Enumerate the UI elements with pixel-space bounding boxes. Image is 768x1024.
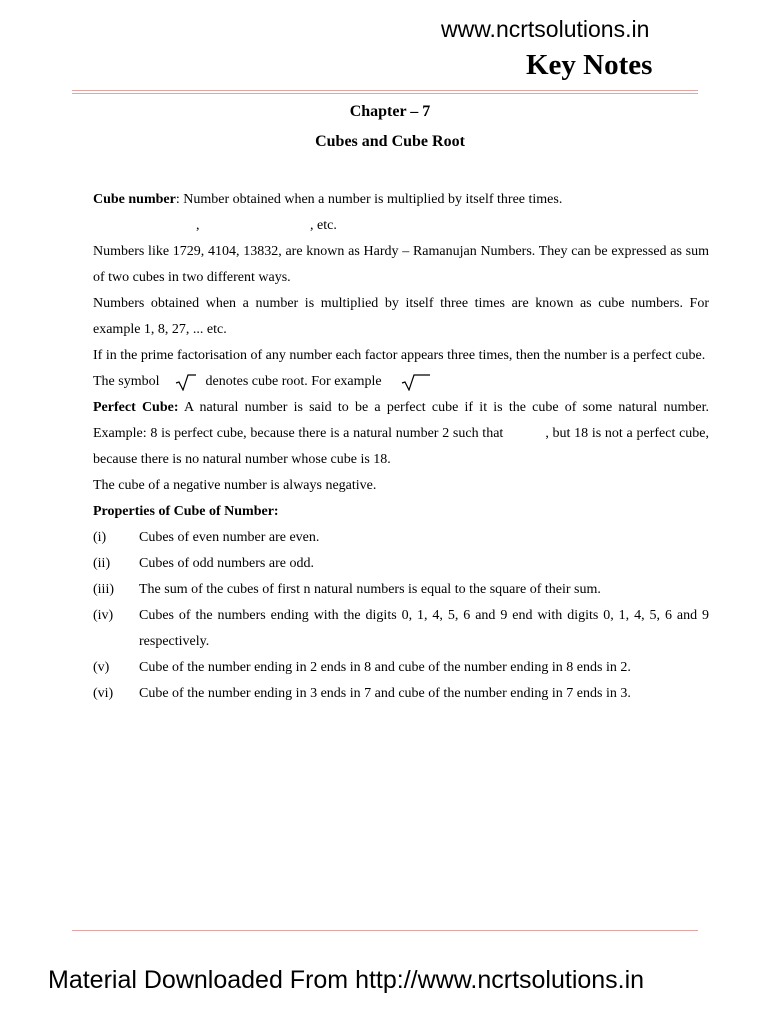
hardy-ramanujan-paragraph: Numbers like 1729, 4104, 13832, are known as Hardy – Ramanujan Numbers. They can be expressed as sum of two cubes in two different ways. bbox=[93, 244, 709, 285]
example-separator: , bbox=[196, 218, 200, 233]
cube-root-icon bbox=[175, 373, 197, 391]
chapter-title: Cubes and Cube Root bbox=[315, 133, 465, 150]
cube-number-examples bbox=[93, 213, 709, 239]
list-item bbox=[93, 603, 709, 655]
perfect-cube-definition-1: A natural number is said to be a perfect cube if it is the cube of some natural number. Example: 8 is perfect cube, because there is a natural number 2 such that bbox=[93, 400, 710, 441]
site-url: www.ncrtsolutions.in bbox=[441, 16, 650, 42]
prime-factorisation-paragraph: If in the prime factorisation of any number each factor appears three times, then the number is a perfect cube. bbox=[93, 348, 706, 363]
list-item-text: Cube of the number ending in 3 ends in 7 and cube of the number ending in 7 ends in 3. bbox=[139, 686, 631, 701]
cube-number-paragraph bbox=[93, 187, 709, 213]
footer-download-text: Material Downloaded From http://www.ncrtsolutions.in bbox=[48, 966, 645, 994]
cube-numbers-paragraph: Numbers obtained when a number is multiplied by itself three times are known as cube numbers. For example 1, 8, 27, ... etc. bbox=[93, 296, 709, 337]
list-item-number: (vi) bbox=[93, 686, 114, 701]
list-item bbox=[93, 655, 709, 681]
list-item bbox=[93, 577, 709, 603]
perfect-cube-term: Perfect Cube: bbox=[93, 400, 179, 415]
cube-root-symbol-paragraph bbox=[93, 369, 709, 395]
list-item-text: The sum of the cubes of first n natural numbers is equal to the square of their sum. bbox=[139, 582, 601, 597]
cube-root-example-icon bbox=[401, 373, 431, 391]
key-notes-heading: Key Notes bbox=[526, 49, 653, 81]
list-item-number: (v) bbox=[93, 660, 110, 675]
header-rule bbox=[72, 90, 698, 94]
example-etc: , etc. bbox=[310, 218, 337, 233]
list-item-number: (iv) bbox=[93, 608, 114, 623]
cube-number-definition: : Number obtained when a number is multiplied by itself three times. bbox=[175, 192, 563, 207]
properties-heading: Properties of Cube of Number: bbox=[93, 504, 279, 519]
symbol-prefix: The symbol bbox=[93, 374, 160, 389]
list-item bbox=[93, 681, 709, 707]
perfect-cube-definition-2: , but 18 is not a perfect cube, because there is no natural number whose cube is 18. bbox=[93, 426, 709, 467]
list-item-number: (iii) bbox=[93, 582, 114, 597]
negative-cube-paragraph: The cube of a negative number is always negative. bbox=[93, 478, 377, 493]
perfect-cube-paragraph bbox=[93, 395, 709, 473]
symbol-suffix: denotes cube root. For example bbox=[205, 374, 382, 389]
cube-number-term: Cube number bbox=[93, 192, 176, 207]
list-item bbox=[93, 551, 709, 577]
list-item bbox=[93, 525, 709, 551]
list-item-text: Cube of the number ending in 2 ends in 8 and cube of the number ending in 8 ends in 2. bbox=[139, 660, 631, 675]
chapter-number: Chapter – 7 bbox=[349, 103, 431, 120]
content bbox=[93, 187, 709, 707]
list-item-text: Cubes of the numbers ending with the digits 0, 1, 4, 5, 6 and 9 end with digits 0, 1, 4, 5, 6 and 9 respectively. bbox=[139, 608, 709, 649]
list-item-text: Cubes of even number are even. bbox=[139, 530, 320, 545]
list-item-number: (i) bbox=[93, 530, 107, 545]
footer-rule bbox=[72, 930, 698, 931]
list-item-number: (ii) bbox=[93, 556, 111, 571]
list-item-text: Cubes of odd numbers are odd. bbox=[139, 556, 314, 571]
